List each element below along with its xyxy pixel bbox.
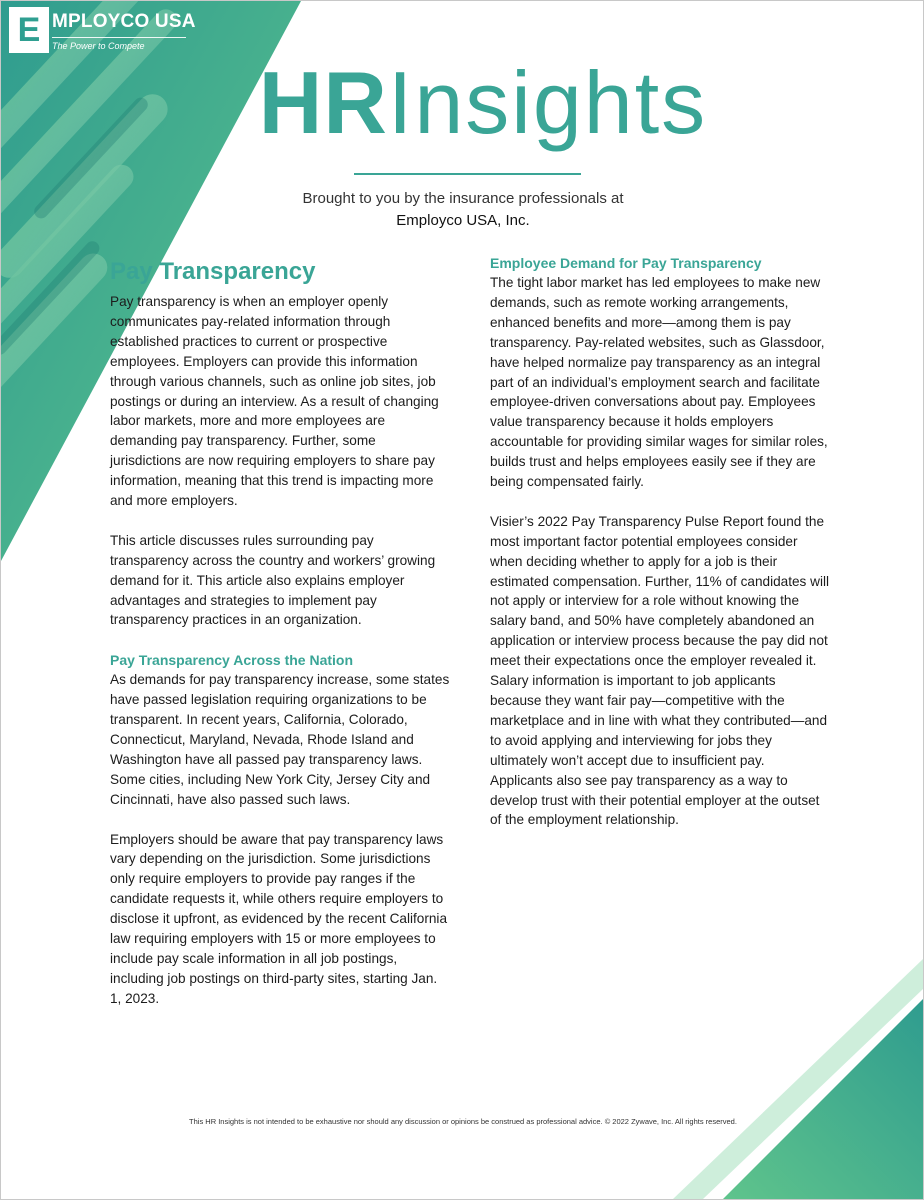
masthead-title	[1, 53, 924, 153]
company-logo	[9, 7, 196, 57]
article-title: Pay Transparency	[110, 258, 316, 285]
intro-paragraph: Pay transparency is when an employer openly communicates pay-related information through established practices to current or prospective employees. Employers can provide this information through various channels, such as online job sites, job postings or during an interview. As a result of changing labor markets, more and more employees are demanding pay transparency. Further, some jurisdictions are now requiring employers to share pay information, meaning that this trend is impacting more and more employers.	[110, 294, 439, 509]
footer-disclaimer: This HR Insights is not intended to be exhaustive nor should any discussion or opinions be construed as professional advice. © 2022 Zywave, Inc. All rights reserved.	[189, 1117, 737, 1126]
masthead-divider	[354, 173, 581, 175]
logo-tagline: The Power to Compete	[52, 41, 145, 51]
masthead	[1, 53, 924, 153]
masthead-title-light: Insights	[387, 53, 708, 152]
section-heading-nation: Pay Transparency Across the Nation	[110, 652, 354, 669]
logo-text	[52, 7, 196, 53]
body-paragraph: As demands for pay transparency increase, some states have passed legislation requiring organizations to be transparent. In recent years, California, Colorado, Connecticut, Maryland, Nevada, Rhode Island and Washington have all passed pay transparency laws. Some cities, including New York City, Jersey City and Cincinnati, have also passed such laws.	[110, 672, 450, 807]
masthead-company: Employco USA, Inc.	[396, 212, 530, 229]
masthead-tagline: Brought to you by the insurance professionals at	[302, 190, 624, 207]
body-paragraph: Visier’s 2022 Pay Transparency Pulse Report found the most important factor potential employees consider when deciding whether to apply for a job is their estimated compensation. Further, 11% of candidates will not apply or interview for a role without knowing the salary band, and 50% have completely abandoned an application or interview process because the pay did not meet their expectations once the employer revealed it. Salary information is important to job applicants because they want fair pay—competitive with the marketplace and in line with what they contributed—and to avoid applying and interviewing for jobs they ultimately won’t accept due to insufficient pay. Applicants also see pay transparency as a way to develop trust with their potential employer at the outset of the employment relationship.	[490, 513, 830, 828]
body-paragraph: Employers should be aware that pay transparency laws vary depending on the jurisdiction. Some jurisdictions only require employers to provide pay ranges if the candidate requests it, while others require employers to disclose it upfront, as evidenced by the recent California law requiring employers with 15 or more employees to include pay scale information in all job postings, including job postings on third-party sites, starting Jan. 1, 2023.	[110, 831, 448, 1006]
body-paragraph: The tight labor market has led employees to make new demands, such as remote working arrangements, enhanced benefits and more—among them is pay transparency. Pay-related websites, such as Glassdoor, have helped normalize pay transparency as an integral part of an individual’s employment search and facilitate employee-driven conversations about pay. Employees value transparency because it holds employers accountable for providing similar wages for similar roles, builds trust and helps employees easily see if they are being compensated fairly.	[490, 275, 828, 490]
article-right-column	[490, 253, 830, 850]
section-heading-demand: Employee Demand for Pay Transparency	[490, 255, 762, 271]
masthead-title-bold: HR	[258, 53, 388, 152]
intro-paragraph: This article discusses rules surrounding pay transparency across the country and workers’ growing demand for it. This article also explains employer advantages and strategies to implement pay transparency practices in an organization.	[110, 532, 436, 628]
article-left-column	[110, 257, 450, 1029]
logo-name: MPLOYCO USA	[52, 7, 186, 38]
logo-mark: E	[9, 7, 49, 53]
corner-decoration-bottom-right	[663, 939, 923, 1199]
